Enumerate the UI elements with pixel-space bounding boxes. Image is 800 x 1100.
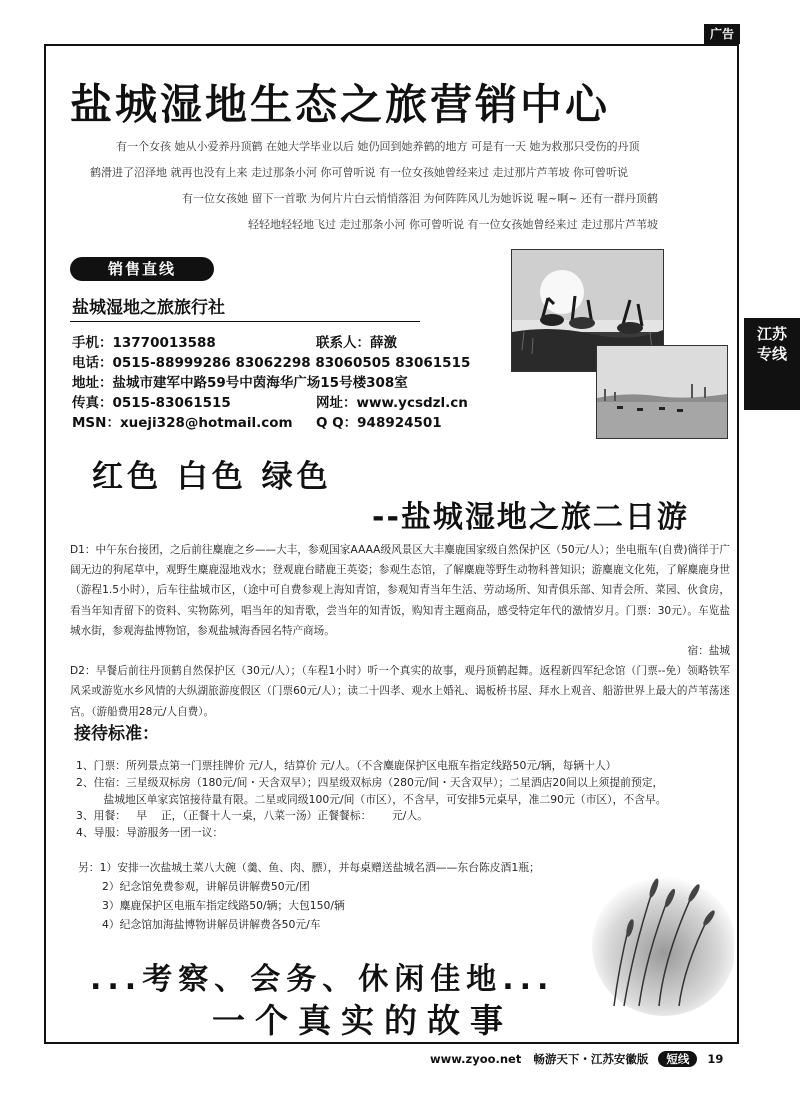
contact-row: [72, 373, 502, 393]
contact-list: [72, 333, 502, 433]
itinerary-day2: D2：早餐后前往丹顶鹤自然保护区（30元/人）；（车程1小时）听一个真实的故事，观丹顶鹤起舞。返程新四军纪念馆（门票--免）领略铁军风采或游览水乡风情的大纵湖旅游度假区（门票60元/人）；读二十四孝、观水上婚礼、谒板桥书屋、拜水上观音、船游世界上最大的芦苇荡迷宫。（游船费用28元/人自费）。: [70, 665, 730, 718]
subheading-colors: 红色 白色 绿色: [92, 459, 332, 495]
page-footer: [430, 1051, 723, 1067]
section-tab-label: 江苏专线: [756, 325, 787, 363]
contact-fax: 传真：0515-83061515: [72, 395, 231, 411]
grassland-photo: [596, 345, 728, 439]
contact-website[interactable]: 网址：www.ycsdzl.cn: [316, 395, 468, 411]
contact-row: [72, 393, 502, 413]
contact-row: [72, 333, 502, 353]
extras-list: [78, 858, 540, 934]
extras-lead: 另：1）安排一次盐城土菜八大碗（羹、鱼、肉、膘），并每桌赠送盐城名酒——东台陈皮酒1瓶；: [78, 861, 540, 874]
standards-item: 4、导服：导游服务一团一议：: [76, 826, 224, 840]
standards-item: 3、用餐： 早 正，（正餐十人一桌，八菜一汤）正餐餐标： 元/人。: [76, 809, 429, 823]
standards-item: 盐城地区单家宾馆接待量有限。二星或同级100元/间（市区），不含早，可安排5元桌早，准二90元（市区），不含早。: [76, 792, 667, 806]
divider: [70, 321, 420, 322]
contact-address: 地址：盐城市建军中路59号中茵海华广场15号楼308室: [72, 375, 408, 391]
contact-row: [72, 353, 502, 373]
reed-photo: [584, 856, 734, 1016]
ad-tag: 广告: [704, 24, 740, 44]
contact-mobile: 手机：13770013588: [72, 335, 216, 351]
itinerary-stay: 宿：盐城: [687, 645, 730, 658]
poem-block: [70, 134, 720, 238]
contact-msn[interactable]: MSN：xueji328@hotmail.com: [72, 415, 293, 431]
standards-item: 1、门票：所列景点第一门票挂牌价 元/人，结算价 元/人。（不含麋鹿保护区电瓶车指定线路50元/辆，每辆十人）: [76, 759, 617, 772]
slogan-line1: ...考察、会务、休闲佳地...: [90, 962, 555, 997]
poem-line: 有一位女孩她 留下一首歌 为何片片白云悄悄落泪 为何阵阵风儿为她诉说 喔~啊~ 还有一群丹顶鹤: [182, 192, 658, 205]
footer-brand: 畅游天下・江苏安徽版: [533, 1052, 649, 1066]
page-title: 盐城湿地生态之旅营销中心: [70, 80, 611, 129]
section-tab-jiangsu: [744, 318, 800, 410]
extras-item: 4）纪念馆加海盐博物讲解员讲解费各50元/车: [102, 918, 321, 931]
standards-list: [76, 758, 667, 842]
poem-line: 轻轻地轻轻地飞过 走过那条小河 你可曾听说 有一位女孩她曾经来过 走过那片芦苇坡: [248, 218, 658, 231]
sales-hotline-pill: 销售直线: [70, 257, 214, 281]
footer-badge: 短线: [658, 1051, 697, 1067]
contact-row: [72, 413, 502, 433]
slogan-line2: 一个真实的故事: [212, 1001, 513, 1040]
poem-line: 鹤滑进了沼泽地 就再也没有上来 走过那条小河 你可曾听说 有一位女孩她曾经来过 走过那片芦苇坡 你可曾听说: [90, 166, 628, 179]
footer-site[interactable]: www.zyoo.net: [430, 1052, 522, 1066]
standards-item: 2、住宿：三星级双标房（180元/间・天含双早）；四星级双标房（280元/间・天含双早）；二星酒店20间以上须提前预定，: [76, 775, 664, 789]
itinerary: [70, 540, 730, 722]
page-number: 19: [707, 1052, 724, 1066]
poem-line: 有一个女孩 她从小爱养丹顶鹤 在她大学毕业以后 她仍回到她养鹤的地方 可是有一天 她为救那只受伤的丹顶: [116, 140, 640, 153]
contact-person: 联系人：薛激: [316, 335, 397, 351]
extras-item: 3）麋鹿保护区电瓶车指定线路50/辆；大包150/辆: [102, 899, 345, 912]
standards-heading: 接待标准：: [74, 724, 159, 744]
itinerary-day1: D1：中午东台接团，之后前往麋鹿之乡——大丰，参观国家AAAA级风景区大丰麋鹿国家级自然保护区（50元/人）；坐电瓶车(自费)徜徉于广阔无边的狗尾草中，观野生麋鹿湿地戏水；登观鹿台睹鹿王英姿；参观生态馆，了解麋鹿等野生动物科普知识；游麋鹿文化苑，了解麋鹿身世（游程1.5小时），后车往盐城市区，（途中可自费参观上海知青馆，参观知青当年生活、劳动场所、知青俱乐部、知青会所、菜园、伙食房，看当年知青留下的资料、实物陈列，唱当年的知青歌，尝当年的知青饭，购知青主题商品，感受特定年代的激情岁月。门票：30元）。车览盐城水街，参观海盐博物馆，参观盐城海香园名特产商场。: [70, 544, 730, 637]
subheading-tour-name: --盐城湿地之旅二日游: [372, 500, 689, 535]
contact-qq: Q Q：948924501: [316, 415, 442, 431]
contact-phone: 电话：0515-88999286 83062298 83060505 83061515: [72, 355, 471, 371]
agency-name: 盐城湿地之旅旅行社: [72, 298, 225, 318]
extras-item: 2）纪念馆免费参观，讲解员讲解费50元/团: [102, 880, 310, 893]
